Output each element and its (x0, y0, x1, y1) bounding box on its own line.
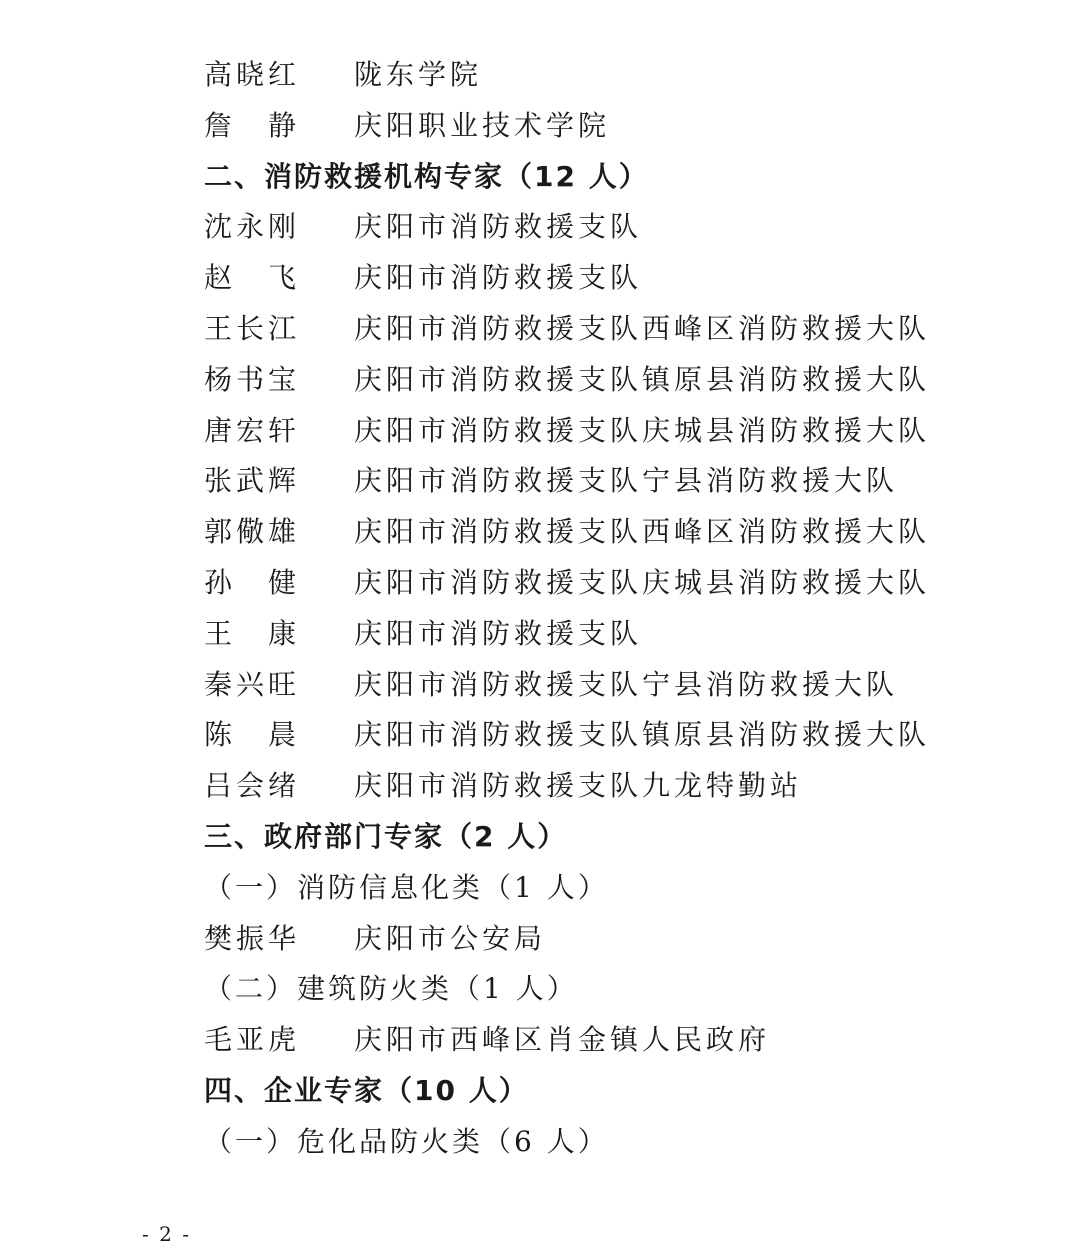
expert-org: 庆阳市消防救援支队 (354, 210, 643, 244)
expert-name: 陈 晨 (204, 718, 301, 752)
expert-org: 庆阳市消防救援支队西峰区消防救援大队 (354, 515, 931, 549)
document-body (204, 50, 1024, 1168)
expert-entry (204, 456, 1024, 507)
expert-entry (204, 355, 1024, 406)
expert-entry (204, 710, 1024, 761)
expert-org: 庆阳市消防救援支队 (354, 261, 643, 295)
expert-org: 庆阳市消防救援支队 (354, 616, 643, 650)
expert-name: 孙 健 (204, 565, 301, 599)
expert-org: 庆阳市消防救援支队宁县消防救援大队 (354, 667, 899, 701)
expert-entry (204, 914, 1024, 965)
expert-entry (204, 507, 1024, 558)
expert-name: 秦兴旺 (204, 667, 301, 701)
expert-org: 庆阳市消防救援支队镇原县消防救援大队 (354, 718, 931, 752)
subsection-heading: （一）危化品防火类（6 人） (204, 1124, 609, 1158)
page-number: - 2 - (142, 1222, 191, 1246)
expert-org: 庆阳市消防救援支队庆城县消防救援大队 (354, 413, 931, 447)
expert-org: 庆阳市消防救援支队庆城县消防救援大队 (354, 565, 931, 599)
expert-name: 王长江 (204, 311, 301, 345)
expert-org: 庆阳市西峰区肖金镇人民政府 (354, 1023, 771, 1057)
expert-org: 陇东学院 (354, 58, 483, 91)
expert-name: 毛亚虎 (204, 1023, 301, 1057)
expert-org: 庆阳市公安局 (354, 921, 547, 955)
subsection-heading: （一）消防信息化类（1 人） (204, 870, 609, 904)
expert-org: 庆阳职业技术学院 (354, 108, 611, 142)
expert-name: 樊振华 (204, 921, 301, 955)
expert-entry (204, 558, 1024, 609)
expert-entry (204, 1015, 1024, 1066)
expert-entry (204, 202, 1024, 253)
expert-entry (204, 609, 1024, 660)
expert-name: 赵 飞 (204, 261, 301, 295)
expert-org: 庆阳市消防救援支队九龙特勤站 (354, 769, 803, 803)
expert-entry (204, 406, 1024, 457)
expert-entry (204, 761, 1024, 812)
expert-name: 沈永刚 (204, 210, 301, 244)
expert-entry (204, 50, 1024, 101)
expert-entry (204, 253, 1024, 304)
expert-name: 唐宏轩 (204, 413, 301, 447)
subsection-heading: （二）建筑防火类（1 人） (204, 972, 578, 1006)
expert-name: 詹 静 (204, 108, 301, 142)
expert-name: 张武辉 (204, 464, 301, 498)
expert-entry (204, 660, 1024, 711)
expert-entry (204, 101, 1024, 152)
expert-name: 杨书宝 (204, 362, 301, 396)
section-heading: 二、消防救援机构专家（12 人） (204, 159, 649, 193)
expert-org: 庆阳市消防救援支队镇原县消防救援大队 (354, 362, 931, 396)
expert-name: 郭儆雄 (204, 515, 301, 549)
expert-org: 庆阳市消防救援支队宁县消防救援大队 (354, 464, 899, 498)
expert-name: 高晓红 (204, 58, 301, 91)
expert-name: 吕会绪 (204, 769, 301, 803)
expert-org: 庆阳市消防救援支队西峰区消防救援大队 (354, 311, 931, 345)
section-heading: 四、企业专家（10 人） (204, 1073, 529, 1107)
expert-entry (204, 304, 1024, 355)
section-heading: 三、政府部门专家（2 人） (204, 819, 568, 853)
expert-name: 王 康 (204, 616, 301, 650)
